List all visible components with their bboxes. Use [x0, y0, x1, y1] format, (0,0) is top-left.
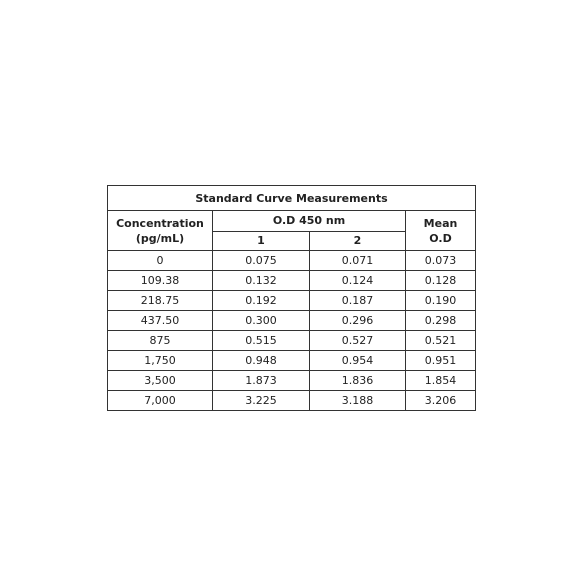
od-group-header: O.D 450 nm	[213, 211, 406, 232]
mean-cell: 0.521	[406, 331, 476, 351]
od1-cell: 0.300	[213, 311, 310, 331]
concentration-cell: 437.50	[108, 311, 213, 331]
table-title-row	[108, 186, 476, 211]
standard-curve-table	[107, 185, 476, 411]
table-row	[108, 311, 476, 331]
table-row	[108, 331, 476, 351]
concentration-cell: 3,500	[108, 371, 213, 391]
concentration-cell: 218.75	[108, 291, 213, 311]
concentration-header-line2: (pg/mL)	[135, 231, 185, 245]
od2-cell: 0.296	[310, 311, 406, 331]
mean-cell: 0.128	[406, 271, 476, 291]
od1-cell: 0.192	[213, 291, 310, 311]
od2-cell: 0.527	[310, 331, 406, 351]
table-title: Standard Curve Measurements	[108, 186, 476, 211]
table-row	[108, 271, 476, 291]
table-row	[108, 391, 476, 411]
mean-header-line2: O.D	[429, 231, 452, 245]
mean-cell: 0.951	[406, 351, 476, 371]
od2-cell: 1.836	[310, 371, 406, 391]
mean-header-line1: Mean	[423, 216, 458, 230]
table-row	[108, 251, 476, 271]
concentration-header	[108, 211, 213, 251]
table-row	[108, 351, 476, 371]
concentration-cell: 1,750	[108, 351, 213, 371]
mean-cell: 3.206	[406, 391, 476, 411]
replicate-2-header: 2	[310, 231, 406, 251]
mean-cell: 0.298	[406, 311, 476, 331]
od2-cell: 0.071	[310, 251, 406, 271]
od1-cell: 0.075	[213, 251, 310, 271]
table-body	[108, 251, 476, 411]
concentration-header-line1: Concentration	[116, 216, 204, 230]
table-row	[108, 291, 476, 311]
table-header-row	[108, 211, 476, 232]
mean-od-header	[406, 211, 476, 251]
od2-cell: 3.188	[310, 391, 406, 411]
replicate-1-header: 1	[213, 231, 310, 251]
od1-cell: 1.873	[213, 371, 310, 391]
standard-curve-table-container	[107, 185, 475, 411]
table-row	[108, 371, 476, 391]
od1-cell: 0.515	[213, 331, 310, 351]
od1-cell: 0.948	[213, 351, 310, 371]
concentration-cell: 875	[108, 331, 213, 351]
od2-cell: 0.187	[310, 291, 406, 311]
concentration-cell: 7,000	[108, 391, 213, 411]
mean-cell: 1.854	[406, 371, 476, 391]
od2-cell: 0.954	[310, 351, 406, 371]
concentration-cell: 109.38	[108, 271, 213, 291]
mean-cell: 0.073	[406, 251, 476, 271]
od2-cell: 0.124	[310, 271, 406, 291]
od1-cell: 0.132	[213, 271, 310, 291]
mean-cell: 0.190	[406, 291, 476, 311]
concentration-cell: 0	[108, 251, 213, 271]
od1-cell: 3.225	[213, 391, 310, 411]
